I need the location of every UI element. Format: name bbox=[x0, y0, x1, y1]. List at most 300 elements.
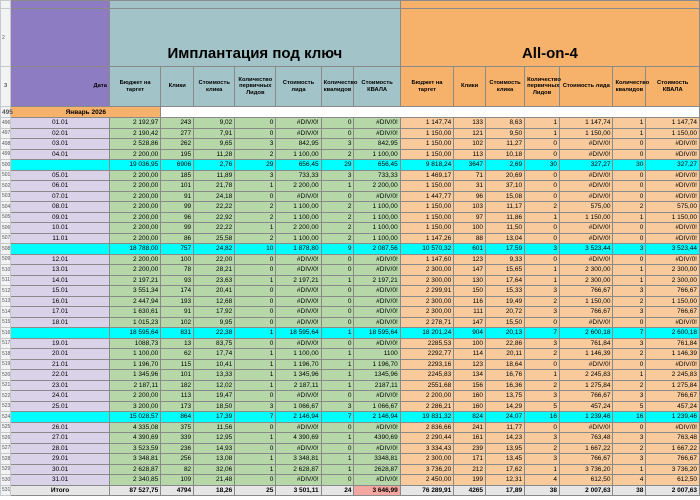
cell[interactable]: 160 bbox=[454, 391, 486, 402]
row-number[interactable]: 499 bbox=[1, 149, 11, 160]
cell[interactable]: #DIV/0! bbox=[276, 118, 321, 129]
cell[interactable]: 17,59 bbox=[486, 244, 525, 255]
cell[interactable]: 1 150,00 bbox=[400, 212, 453, 223]
cell[interactable]: 1 bbox=[235, 359, 276, 370]
cell[interactable]: 32,06 bbox=[194, 464, 235, 475]
date-cell[interactable]: 09.01 bbox=[11, 212, 110, 223]
date-cell[interactable]: 28.01 bbox=[11, 443, 110, 454]
cell[interactable]: 14,29 bbox=[486, 401, 525, 412]
cell[interactable]: 1 147,74 bbox=[646, 118, 700, 129]
cell[interactable]: 0 bbox=[613, 233, 646, 244]
cell[interactable]: 7 bbox=[235, 412, 276, 423]
cell[interactable]: 2 bbox=[235, 202, 276, 213]
cell[interactable]: 3 646,99 bbox=[354, 485, 400, 496]
cell[interactable]: 0 bbox=[235, 307, 276, 318]
cell[interactable]: 0 bbox=[525, 170, 560, 181]
cell[interactable]: 12,95 bbox=[194, 433, 235, 444]
cell[interactable]: 2 300,00 bbox=[400, 265, 453, 276]
cell[interactable]: 11,27 bbox=[486, 139, 525, 150]
cell[interactable]: 13,33 bbox=[194, 370, 235, 381]
cell[interactable]: 2187,11 bbox=[354, 380, 400, 391]
cell[interactable]: 2 528,86 bbox=[109, 139, 160, 150]
cell[interactable]: 2 286,21 bbox=[400, 401, 453, 412]
cell[interactable]: 102 bbox=[161, 317, 194, 328]
cell[interactable]: 0 bbox=[321, 443, 354, 454]
cell[interactable]: 0 bbox=[321, 265, 354, 276]
cell[interactable]: 0 bbox=[525, 181, 560, 192]
cell[interactable]: #DIV/0! bbox=[276, 475, 321, 486]
cell[interactable]: #DIV/0! bbox=[560, 170, 613, 181]
cell[interactable]: 339 bbox=[161, 433, 194, 444]
cell[interactable]: 15,08 bbox=[486, 191, 525, 202]
cell[interactable]: 1 bbox=[525, 128, 560, 139]
date-cell[interactable]: 31.01 bbox=[11, 475, 110, 486]
cell[interactable]: 1 196,70 bbox=[276, 359, 321, 370]
cell[interactable]: #DIV/0! bbox=[276, 191, 321, 202]
cell[interactable]: 18,64 bbox=[486, 359, 525, 370]
cell[interactable]: 1 bbox=[235, 454, 276, 465]
cell[interactable]: 1 100,00 bbox=[276, 202, 321, 213]
cell[interactable]: 0 bbox=[235, 191, 276, 202]
cell[interactable]: #DIV/0! bbox=[354, 391, 400, 402]
cell[interactable]: 4390,69 bbox=[354, 433, 400, 444]
row-number[interactable]: 515 bbox=[1, 317, 11, 328]
cell[interactable]: #DIV/0! bbox=[276, 286, 321, 297]
cell[interactable]: 13,08 bbox=[194, 454, 235, 465]
cell[interactable]: 1 147,74 bbox=[560, 118, 613, 129]
cell[interactable]: 761,84 bbox=[646, 338, 700, 349]
cell[interactable]: 121 bbox=[454, 128, 486, 139]
row-number[interactable]: 496 bbox=[1, 118, 11, 129]
cell[interactable]: 1 667,22 bbox=[560, 443, 613, 454]
cell[interactable]: #DIV/0! bbox=[646, 139, 700, 150]
cell[interactable]: 2 300,00 bbox=[400, 296, 453, 307]
cell[interactable]: 7 bbox=[321, 412, 354, 423]
cell[interactable]: 195 bbox=[161, 149, 194, 160]
cell[interactable]: 1 bbox=[525, 118, 560, 129]
cell[interactable]: 2 447,94 bbox=[109, 296, 160, 307]
cell[interactable]: 0 bbox=[525, 359, 560, 370]
row-number[interactable]: 530 bbox=[1, 475, 11, 486]
date-cell[interactable] bbox=[11, 412, 110, 423]
cell[interactable]: 4265 bbox=[454, 485, 486, 496]
cell[interactable]: #DIV/0! bbox=[354, 296, 400, 307]
date-cell[interactable]: 29.01 bbox=[11, 454, 110, 465]
cell[interactable]: 193 bbox=[161, 296, 194, 307]
cell[interactable]: 241 bbox=[454, 422, 486, 433]
column-header[interactable]: Количество квалидов bbox=[613, 67, 646, 107]
cell[interactable]: #DIV/0! bbox=[560, 139, 613, 150]
cell[interactable]: 182 bbox=[161, 380, 194, 391]
row-number[interactable]: 518 bbox=[1, 349, 11, 360]
cell[interactable]: 16,36 bbox=[486, 380, 525, 391]
cell[interactable]: #DIV/0! bbox=[646, 181, 700, 192]
column-header[interactable]: Стоимость КВАЛА bbox=[354, 67, 400, 107]
cell[interactable]: 0 bbox=[321, 254, 354, 265]
cell[interactable]: 0 bbox=[321, 317, 354, 328]
date-cell[interactable]: 16.01 bbox=[11, 296, 110, 307]
date-cell[interactable]: 30.01 bbox=[11, 464, 110, 475]
cell[interactable]: 1 bbox=[235, 328, 276, 339]
cell[interactable]: 766,67 bbox=[646, 454, 700, 465]
cell[interactable]: 11,86 bbox=[486, 212, 525, 223]
cell[interactable]: 22,86 bbox=[486, 338, 525, 349]
cell[interactable]: 13,04 bbox=[486, 233, 525, 244]
cell[interactable]: 18,26 bbox=[194, 485, 235, 496]
cell[interactable]: 3 bbox=[321, 401, 354, 412]
cell[interactable]: 156 bbox=[454, 380, 486, 391]
cell[interactable]: 2 290,44 bbox=[400, 433, 453, 444]
cell[interactable]: 2 200,00 bbox=[109, 212, 160, 223]
cell[interactable]: 24,82 bbox=[194, 244, 235, 255]
column-header[interactable]: Бюджет на таргет bbox=[109, 67, 160, 107]
cell[interactable]: 0 bbox=[235, 338, 276, 349]
row-number[interactable]: 531 bbox=[1, 485, 11, 496]
cell[interactable]: 109 bbox=[161, 475, 194, 486]
cell[interactable]: #DIV/0! bbox=[560, 223, 613, 234]
row-number[interactable]: 498 bbox=[1, 139, 11, 150]
cell[interactable]: 1 bbox=[525, 370, 560, 381]
row-number[interactable]: 522 bbox=[1, 391, 11, 402]
cell[interactable]: #DIV/0! bbox=[276, 307, 321, 318]
cell[interactable]: 147 bbox=[454, 317, 486, 328]
cell[interactable]: 91 bbox=[161, 307, 194, 318]
cell[interactable]: 24 bbox=[321, 485, 354, 496]
date-cell[interactable]: 19.01 bbox=[11, 338, 110, 349]
cell[interactable]: 10 570,32 bbox=[400, 244, 453, 255]
cell[interactable]: 16,76 bbox=[486, 370, 525, 381]
row-number[interactable]: 512 bbox=[1, 286, 11, 297]
cell[interactable]: #DIV/0! bbox=[560, 181, 613, 192]
row-number[interactable]: 523 bbox=[1, 401, 11, 412]
cell[interactable]: 3647 bbox=[454, 160, 486, 171]
cell[interactable]: 0 bbox=[321, 128, 354, 139]
cell[interactable]: 8,63 bbox=[486, 118, 525, 129]
cell[interactable]: 0 bbox=[235, 254, 276, 265]
row-number[interactable]: 495 bbox=[2, 108, 13, 116]
cell[interactable]: 62 bbox=[161, 349, 194, 360]
cell[interactable]: 0 bbox=[235, 317, 276, 328]
cell[interactable]: 0 bbox=[235, 422, 276, 433]
cell[interactable]: 1 bbox=[235, 349, 276, 360]
cell[interactable]: 9,02 bbox=[194, 118, 235, 129]
cell[interactable]: 2 300,00 bbox=[400, 307, 453, 318]
cell[interactable]: 2,69 bbox=[486, 160, 525, 171]
cell[interactable]: 763,48 bbox=[560, 433, 613, 444]
cell[interactable]: 21,78 bbox=[194, 181, 235, 192]
cell[interactable]: 7 bbox=[613, 328, 646, 339]
row-number[interactable]: 520 bbox=[1, 370, 11, 381]
cell[interactable]: 2 bbox=[525, 202, 560, 213]
cell[interactable]: 2 300,00 bbox=[400, 454, 453, 465]
cell[interactable]: 2 200,00 bbox=[400, 391, 453, 402]
cell[interactable]: 1 196,70 bbox=[354, 359, 400, 370]
cell[interactable]: 3 348,81 bbox=[276, 454, 321, 465]
cell[interactable]: 18 595,64 bbox=[276, 328, 321, 339]
cell[interactable]: 1 066,67 bbox=[276, 401, 321, 412]
cell[interactable]: 2 300,00 bbox=[646, 275, 700, 286]
cell[interactable]: 375 bbox=[161, 422, 194, 433]
cell[interactable]: 0 bbox=[525, 254, 560, 265]
row-number[interactable]: 504 bbox=[1, 202, 11, 213]
cell[interactable] bbox=[400, 1, 699, 9]
row-number[interactable]: 514 bbox=[1, 307, 11, 318]
row-number[interactable]: 510 bbox=[1, 265, 11, 276]
cell[interactable]: 11,28 bbox=[194, 149, 235, 160]
date-cell[interactable]: 08.01 bbox=[11, 202, 110, 213]
cell[interactable]: 29 bbox=[235, 160, 276, 171]
cell[interactable]: 1 150,00 bbox=[560, 212, 613, 223]
cell[interactable]: 277 bbox=[161, 128, 194, 139]
cell[interactable]: 1 bbox=[235, 223, 276, 234]
cell[interactable]: 100 bbox=[454, 338, 486, 349]
cell[interactable]: #DIV/0! bbox=[276, 338, 321, 349]
cell[interactable]: #DIV/0! bbox=[354, 128, 400, 139]
cell[interactable]: 3 bbox=[235, 170, 276, 181]
cell[interactable]: 17,74 bbox=[194, 349, 235, 360]
cell[interactable]: 12,68 bbox=[194, 296, 235, 307]
cell[interactable]: 11,89 bbox=[194, 170, 235, 181]
cell[interactable]: 3 736,20 bbox=[646, 464, 700, 475]
cell[interactable]: 9,95 bbox=[194, 317, 235, 328]
cell[interactable]: 3 348,81 bbox=[109, 454, 160, 465]
cell[interactable]: 2 bbox=[613, 296, 646, 307]
cell[interactable]: 1 bbox=[613, 118, 646, 129]
cell[interactable]: 3 736,20 bbox=[400, 464, 453, 475]
cell[interactable]: 13 bbox=[161, 338, 194, 349]
cell[interactable]: #DIV/0! bbox=[646, 223, 700, 234]
cell[interactable]: 1 100,00 bbox=[354, 212, 400, 223]
cell[interactable]: 3 bbox=[525, 286, 560, 297]
date-cell[interactable]: 24.01 bbox=[11, 391, 110, 402]
cell[interactable]: 2 628,87 bbox=[276, 464, 321, 475]
cell[interactable]: 2 200,00 bbox=[109, 181, 160, 192]
column-header[interactable]: Стоимость клика bbox=[194, 67, 235, 107]
cell[interactable]: 14,93 bbox=[194, 443, 235, 454]
cell[interactable]: 2 200,00 bbox=[109, 149, 160, 160]
cell[interactable]: 1 100,00 bbox=[109, 349, 160, 360]
cell[interactable]: 1 196,70 bbox=[109, 359, 160, 370]
cell[interactable]: 2 200,00 bbox=[109, 265, 160, 276]
cell[interactable]: 0 bbox=[235, 128, 276, 139]
cell[interactable]: 2 007,63 bbox=[646, 485, 700, 496]
row-number[interactable]: 525 bbox=[1, 422, 11, 433]
cell[interactable]: 25 bbox=[235, 485, 276, 496]
column-header[interactable]: Клики bbox=[454, 67, 486, 107]
cell[interactable]: 3 bbox=[235, 401, 276, 412]
cell[interactable]: 99 bbox=[161, 202, 194, 213]
cell[interactable]: 327,27 bbox=[646, 160, 700, 171]
cell[interactable]: 1 bbox=[235, 370, 276, 381]
cell[interactable]: 96 bbox=[454, 191, 486, 202]
cell[interactable]: 766,67 bbox=[560, 391, 613, 402]
cell[interactable]: 2 450,00 bbox=[400, 475, 453, 486]
cell[interactable]: 1 150,00 bbox=[560, 128, 613, 139]
cell[interactable]: 212 bbox=[454, 464, 486, 475]
cell[interactable]: 0 bbox=[613, 181, 646, 192]
cell[interactable]: 1 147,74 bbox=[400, 118, 453, 129]
column-header[interactable]: Количество первичных Лидов bbox=[525, 67, 560, 107]
cell[interactable]: 0 bbox=[235, 443, 276, 454]
cell[interactable]: 20,69 bbox=[486, 170, 525, 181]
cell[interactable]: 15 028,57 bbox=[109, 412, 160, 423]
cell[interactable]: 97 bbox=[454, 212, 486, 223]
month-label[interactable]: Январь 2026 bbox=[11, 107, 161, 118]
cell[interactable]: 2 200,00 bbox=[276, 181, 321, 192]
cell[interactable]: 2 300,00 bbox=[646, 265, 700, 276]
row-number[interactable]: 502 bbox=[1, 181, 11, 192]
cell[interactable]: 766,67 bbox=[560, 307, 613, 318]
cell[interactable]: 20,41 bbox=[194, 286, 235, 297]
cell[interactable]: 1 bbox=[235, 181, 276, 192]
row-number[interactable]: 503 bbox=[1, 191, 11, 202]
cell[interactable]: 2 200,00 bbox=[109, 223, 160, 234]
cell[interactable]: 78 bbox=[161, 265, 194, 276]
cell[interactable]: 147 bbox=[454, 265, 486, 276]
cell[interactable]: #DIV/0! bbox=[646, 233, 700, 244]
cell[interactable]: 1 146,39 bbox=[646, 349, 700, 360]
date-cell[interactable]: 14.01 bbox=[11, 275, 110, 286]
cell[interactable]: 1 146,39 bbox=[560, 349, 613, 360]
cell[interactable]: 2 bbox=[321, 212, 354, 223]
cell[interactable]: 4 bbox=[613, 475, 646, 486]
cell[interactable]: 4 bbox=[525, 475, 560, 486]
cell[interactable]: 15,65 bbox=[486, 265, 525, 276]
cell[interactable]: 2 187,11 bbox=[276, 380, 321, 391]
column-header[interactable]: Стоимость КВАЛА bbox=[646, 67, 700, 107]
cell[interactable]: 19,49 bbox=[486, 296, 525, 307]
cell[interactable]: 1 015,23 bbox=[109, 317, 160, 328]
cell[interactable]: 21,48 bbox=[194, 475, 235, 486]
column-header[interactable]: Стоимость лида bbox=[560, 67, 613, 107]
cell[interactable]: 864 bbox=[161, 412, 194, 423]
cell[interactable]: 18 595,64 bbox=[109, 328, 160, 339]
cell[interactable]: 91 bbox=[161, 191, 194, 202]
cell[interactable]: 1 bbox=[613, 212, 646, 223]
cell[interactable]: 2292,77 bbox=[400, 349, 453, 360]
cell[interactable]: 199 bbox=[454, 475, 486, 486]
cell[interactable]: 2 bbox=[613, 443, 646, 454]
cell[interactable]: 93 bbox=[161, 275, 194, 286]
row-number[interactable]: 513 bbox=[1, 296, 11, 307]
date-cell[interactable]: 23.01 bbox=[11, 380, 110, 391]
cell[interactable]: #DIV/0! bbox=[354, 317, 400, 328]
cell[interactable]: 100 bbox=[161, 254, 194, 265]
cell[interactable]: 1 150,00 bbox=[400, 149, 453, 160]
cell[interactable]: 2 192,97 bbox=[109, 118, 160, 129]
cell[interactable]: 2 300,00 bbox=[560, 265, 613, 276]
cell[interactable]: 123 bbox=[454, 359, 486, 370]
row-number[interactable]: 528 bbox=[1, 454, 11, 465]
cell[interactable]: 1 150,00 bbox=[400, 181, 453, 192]
cell[interactable]: 1 bbox=[613, 265, 646, 276]
cell[interactable]: #DIV/0! bbox=[646, 422, 700, 433]
cell[interactable]: 17,89 bbox=[486, 485, 525, 496]
row-number[interactable]: 526 bbox=[1, 433, 11, 444]
cell[interactable]: 1 667,22 bbox=[646, 443, 700, 454]
cell[interactable]: 173 bbox=[161, 401, 194, 412]
cell[interactable]: 1 bbox=[321, 370, 354, 381]
cell[interactable]: 1 239,46 bbox=[560, 412, 613, 423]
cell[interactable]: 766,67 bbox=[646, 391, 700, 402]
cell[interactable]: 30 bbox=[613, 160, 646, 171]
cell[interactable]: 20,13 bbox=[486, 328, 525, 339]
cell[interactable]: #DIV/0! bbox=[276, 254, 321, 265]
cell[interactable]: 1 bbox=[235, 433, 276, 444]
cell[interactable]: #DIV/0! bbox=[354, 118, 400, 129]
cell[interactable]: #DIV/0! bbox=[560, 149, 613, 160]
cell[interactable]: 12,31 bbox=[486, 475, 525, 486]
cell[interactable]: 2 bbox=[321, 233, 354, 244]
date-cell[interactable]: 02.01 bbox=[11, 128, 110, 139]
cell[interactable]: 0 bbox=[321, 338, 354, 349]
cell[interactable]: 2 340,85 bbox=[109, 475, 160, 486]
cell[interactable]: 0 bbox=[613, 317, 646, 328]
cell[interactable]: 3348,81 bbox=[354, 454, 400, 465]
cell[interactable]: 575,00 bbox=[646, 202, 700, 213]
cell[interactable]: 18 788,00 bbox=[109, 244, 160, 255]
cell[interactable]: 2 600,18 bbox=[646, 328, 700, 339]
cell[interactable]: 171 bbox=[454, 454, 486, 465]
cell[interactable]: 0 bbox=[613, 139, 646, 150]
column-header[interactable]: Количество квалидов bbox=[321, 67, 354, 107]
cell[interactable]: 102 bbox=[454, 139, 486, 150]
cell[interactable]: 96 bbox=[161, 212, 194, 223]
cell[interactable]: 1088,73 bbox=[109, 338, 160, 349]
cell[interactable]: 12,02 bbox=[194, 380, 235, 391]
cell[interactable]: 1 bbox=[613, 275, 646, 286]
cell[interactable]: 2 bbox=[321, 202, 354, 213]
cell[interactable]: 22,22 bbox=[194, 202, 235, 213]
row-number[interactable]: 517 bbox=[1, 338, 11, 349]
cell[interactable]: #DIV/0! bbox=[646, 359, 700, 370]
cell[interactable]: 601 bbox=[454, 244, 486, 255]
column-header[interactable]: Стоимость лида bbox=[276, 67, 321, 107]
cell[interactable]: 3 bbox=[613, 454, 646, 465]
cell[interactable]: #DIV/0! bbox=[276, 443, 321, 454]
cell[interactable]: 4 335,08 bbox=[109, 422, 160, 433]
cell[interactable]: 831 bbox=[161, 328, 194, 339]
cell[interactable] bbox=[11, 1, 110, 9]
cell[interactable]: 3 bbox=[235, 139, 276, 150]
cell[interactable]: 0 bbox=[613, 170, 646, 181]
cell[interactable]: 1 bbox=[321, 359, 354, 370]
cell[interactable]: 824 bbox=[454, 412, 486, 423]
cell[interactable]: 160 bbox=[454, 401, 486, 412]
cell[interactable]: 2 628,87 bbox=[109, 464, 160, 475]
cell[interactable]: 111 bbox=[454, 307, 486, 318]
cell[interactable]: 2 299,91 bbox=[400, 286, 453, 297]
cell[interactable]: 327,27 bbox=[560, 160, 613, 171]
cell[interactable]: 15,33 bbox=[486, 286, 525, 297]
cell[interactable]: #DIV/0! bbox=[560, 254, 613, 265]
cell[interactable]: #DIV/0! bbox=[646, 149, 700, 160]
cell[interactable]: 0 bbox=[235, 296, 276, 307]
cell[interactable]: 24,18 bbox=[194, 191, 235, 202]
cell[interactable]: 0 bbox=[235, 391, 276, 402]
cell[interactable]: 20,11 bbox=[486, 349, 525, 360]
cell[interactable]: 2 bbox=[525, 443, 560, 454]
cell[interactable]: #DIV/0! bbox=[276, 265, 321, 276]
cell[interactable]: 4 390,69 bbox=[276, 433, 321, 444]
cell[interactable]: 904 bbox=[454, 328, 486, 339]
cell[interactable]: 2 bbox=[321, 223, 354, 234]
cell[interactable]: 2 bbox=[525, 349, 560, 360]
cell[interactable]: 2 007,63 bbox=[560, 485, 613, 496]
cell[interactable]: 0 bbox=[525, 317, 560, 328]
date-cell[interactable]: 22.01 bbox=[11, 370, 110, 381]
cell[interactable]: 763,48 bbox=[646, 433, 700, 444]
